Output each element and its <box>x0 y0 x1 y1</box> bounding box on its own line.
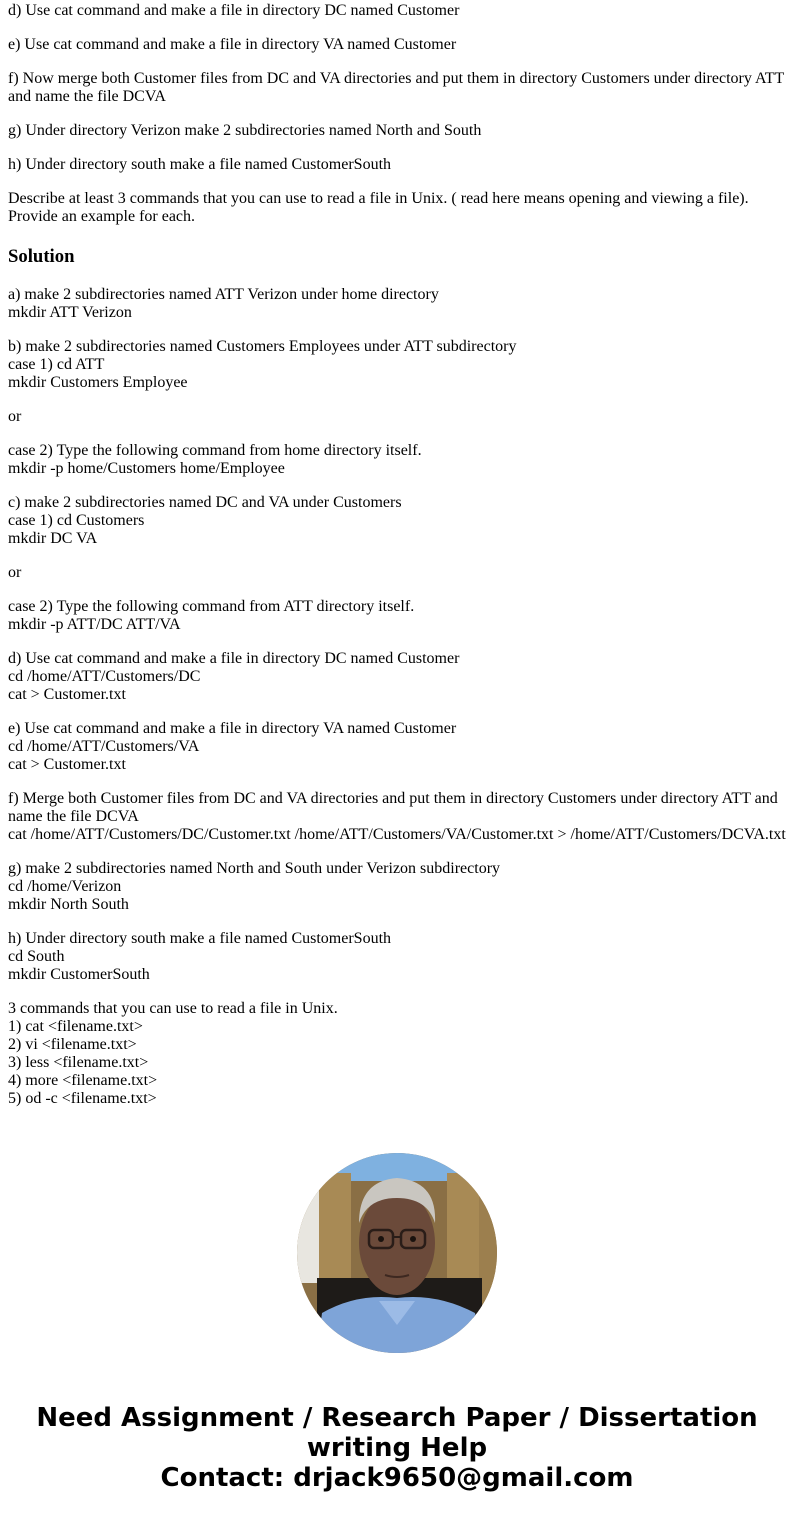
solution-read-commands: 3 commands that you can use to read a file in Unix. 1) cat <filename.txt> 2) vi <filename.txt> 3) less <filename.txt> 4) more <filename.txt> 5) od -c <filename.txt> <box>8 1000 788 1108</box>
command-line: mkdir North South <box>8 896 129 913</box>
command-line: mkdir -p ATT/DC ATT/VA <box>8 616 181 633</box>
command-line: cat > Customer.txt <box>8 756 126 773</box>
solution-heading: Solution <box>8 246 75 267</box>
command-line: cd /home/Verizon <box>8 878 122 895</box>
command-line: mkdir Customers Employee <box>8 374 188 391</box>
command-line: cd South <box>8 948 65 965</box>
command-line: cd /home/ATT/Customers/DC <box>8 668 201 685</box>
question-section <box>8 2 788 226</box>
solution-block-b-case2: case 2) Type the following command from home directory itself. mkdir -p home/Customers home/Employee <box>8 442 788 478</box>
question-item-f: f) Now merge both Customer files from DC and VA directories and put them in directory Customers under directory ATT and name the file DCVA <box>8 70 785 105</box>
question-item-g: g) Under directory Verizon make 2 subdirectories named North and South <box>8 122 482 139</box>
promo-subline: writing Help <box>306 1433 488 1463</box>
command-line: mkdir ATT Verizon <box>8 304 132 321</box>
question-item-e: e) Use cat command and make a file in directory VA named Customer <box>8 36 457 53</box>
command-line: cat /home/ATT/Customers/DC/Customer.txt /home/ATT/Customers/VA/Customer.txt > /home/ATT/Customers/DCVA.txt <box>8 826 786 843</box>
avatar <box>297 1153 497 1353</box>
question-item-h: h) Under directory south make a file named CustomerSouth <box>8 156 392 173</box>
solution-block-h: h) Under directory south make a file named CustomerSouth cd South mkdir CustomerSouth <box>8 930 788 984</box>
command-line: case 1) cd Customers <box>8 512 145 529</box>
command-line: mkdir -p home/Customers home/Employee <box>8 460 285 477</box>
person-photo-icon <box>297 1153 497 1353</box>
solution-section <box>8 286 788 1108</box>
promo-banner <box>0 1403 794 1493</box>
promo-headline: Need Assignment / Research Paper / Dissertation <box>36 1403 758 1433</box>
read-command-item: 2) vi <filename.txt> <box>8 1036 137 1053</box>
solution-block-d: d) Use cat command and make a file in directory DC named Customer cd /home/ATT/Customers/DC cat > Customer.txt <box>8 650 788 704</box>
command-line: mkdir DC VA <box>8 530 98 547</box>
command-line: case 1) cd ATT <box>8 356 105 373</box>
document-body <box>8 2 788 1124</box>
read-command-item: 4) more <filename.txt> <box>8 1072 158 1089</box>
question-item-d: d) Use cat command and make a file in directory DC named Customer <box>8 2 460 19</box>
solution-block-c: c) make 2 subdirectories named DC and VA under Customers case 1) cd Customers mkdir DC VA <box>8 494 788 548</box>
solution-block-a: a) make 2 subdirectories named ATT Verizon under home directory mkdir ATT Verizon <box>8 286 788 322</box>
or-separator: or <box>8 564 22 581</box>
read-command-item: 1) cat <filename.txt> <box>8 1018 143 1035</box>
solution-block-b: b) make 2 subdirectories named Customers Employees under ATT subdirectory case 1) cd ATT mkdir Customers Employee <box>8 338 788 392</box>
solution-block-g: g) make 2 subdirectories named North and South under Verizon subdirectory cd /home/Verizon mkdir North South <box>8 860 788 914</box>
question-describe-commands: Describe at least 3 commands that you can use to read a file in Unix. ( read here means opening and viewing a file). Provide an example for each. <box>8 190 749 225</box>
solution-block-e: e) Use cat command and make a file in directory VA named Customer cd /home/ATT/Customers/VA cat > Customer.txt <box>8 720 788 774</box>
read-command-item: 5) od -c <filename.txt> <box>8 1090 157 1107</box>
read-command-item: 3) less <filename.txt> <box>8 1054 149 1071</box>
command-line: cd /home/ATT/Customers/VA <box>8 738 200 755</box>
command-line: mkdir CustomerSouth <box>8 966 150 983</box>
solution-block-f: f) Merge both Customer files from DC and VA directories and put them in directory Customers under directory ATT and name the file DCVA cat /home/ATT/Customers/DC/Customer.txt /home/ATT/Customers/VA/Customer.txt > /home/ATT/Customers/DCVA.txt <box>8 790 788 844</box>
promo-contact: Contact: drjack9650@gmail.com <box>160 1463 634 1493</box>
or-separator: or <box>8 408 22 425</box>
command-line: cat > Customer.txt <box>8 686 126 703</box>
solution-block-c-case2: case 2) Type the following command from ATT directory itself. mkdir -p ATT/DC ATT/VA <box>8 598 788 634</box>
